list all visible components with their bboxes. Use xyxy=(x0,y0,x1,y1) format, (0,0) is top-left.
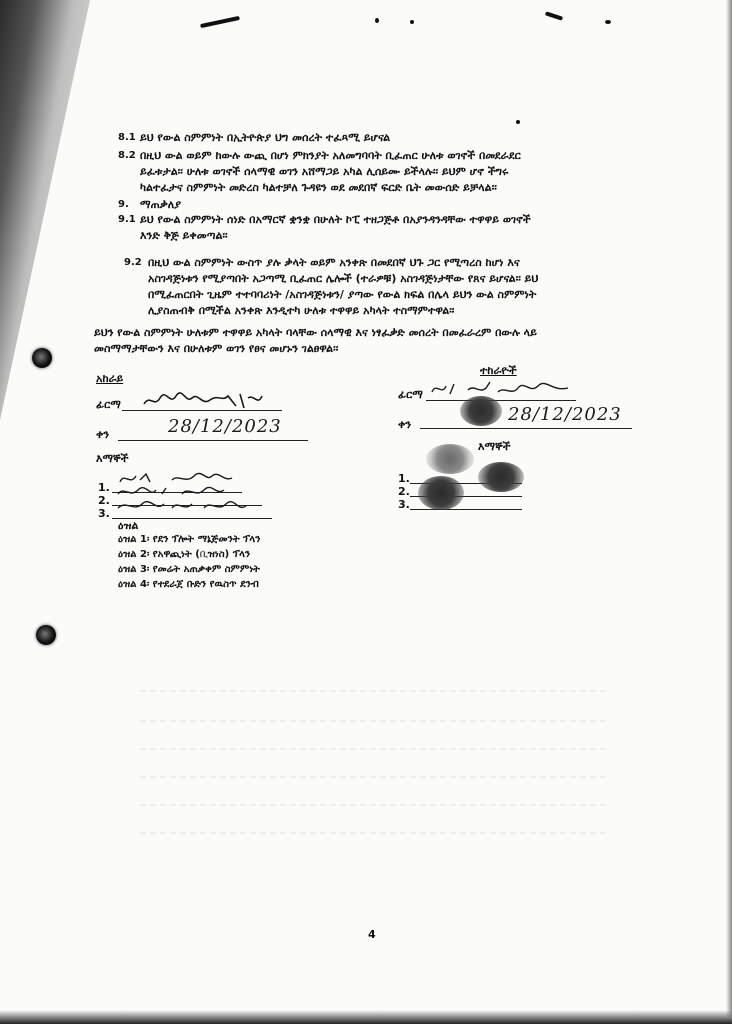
clause-line: በሚፈጠርበት ጊዜም ተተባባሪነት /አስገዳጅነቱን/ ያጣው የውል ክፍል በሌላ ይህን ውል ስምምነት xyxy=(148,288,537,301)
scan-speck xyxy=(545,11,563,20)
clause-line: ይህ የውል ስምምነት ሰነድ በአማርኛ ቋንቋ በሁለት ኮፒ ተዘጋጅቶ በአያንዳንዳቸው ተዋዋይ ወገኖች xyxy=(140,213,531,226)
clause-number: 9.2 xyxy=(124,257,142,268)
lessor-date: 28/12/2023 xyxy=(168,416,282,437)
clause-line: በዚህ ውል ወይም ከውሉ ውጪ በሆነ ምክንያት አለመግባባት ቢፈጠር ሁለቱ ወገኖች በመደራደር xyxy=(140,149,521,162)
scan-shadow-bottom xyxy=(0,1010,732,1024)
section-heading: ማጠቃለያ xyxy=(140,198,181,211)
clause-number: 8.2 xyxy=(118,150,136,161)
page-number: 4 xyxy=(368,928,376,941)
witness-number: 3. xyxy=(398,498,410,511)
clause-number: 9.1 xyxy=(118,214,136,225)
clause-line: አስገዳጅነቱን የሚያጣበት አጋጣሚ ቢፈጠር ሌሎች (ተራዎቹ) አስገዳጅነታቸው የጸና ይሆናል፡፡ ይህ xyxy=(148,272,539,285)
scan-speck xyxy=(516,120,520,124)
bleed-through xyxy=(140,748,610,750)
lessor-signature xyxy=(140,388,265,412)
witnesses-heading: እማኞች xyxy=(478,440,511,453)
bleed-through xyxy=(140,832,610,834)
witness-number: 3. xyxy=(98,507,110,520)
witnesses-heading: እማኞች xyxy=(96,452,129,465)
closing-line: መስማማታቸውን እና በሁለቱም ወገን የፀና መሆኑን ገልፀዋል፡፡ xyxy=(94,342,339,355)
punch-hole-icon xyxy=(36,625,56,645)
clause-number: 8.1 xyxy=(118,132,136,143)
witness-number: 2. xyxy=(98,494,110,507)
fingerprint-stamp xyxy=(460,396,502,426)
fingerprint-stamp xyxy=(426,444,474,474)
witness-signatures xyxy=(112,468,262,520)
witness-number: 1. xyxy=(98,481,110,494)
lessor-heading: አከራይ xyxy=(96,372,124,385)
lessee-signature xyxy=(428,378,573,402)
date-line xyxy=(118,440,308,441)
signature-label: ፊርማ xyxy=(96,398,121,411)
clause-number: 9. xyxy=(118,199,129,210)
clause-line: በዚህ ውል ስምምነት ውስጥ ያሉ ቃላት ወይም አንቀጽ በመደበኛ ህጉ ጋር የሚጣረስ ከሆነ እና xyxy=(148,256,520,269)
punch-hole-icon xyxy=(32,348,52,368)
date-line xyxy=(420,428,632,429)
date-label: ቀን xyxy=(96,428,110,441)
clause-line: ካልተፈታና ስምምነት መድረስ ካልተቻለ ጉዳዩን ወደ መደበኛ ፍርድ ቤት መውሰድ ይቻላል፡፡ xyxy=(140,181,497,194)
bleed-through xyxy=(140,776,610,778)
scan-speck xyxy=(605,20,611,24)
attachment-item: ዕዝል 2፡ የአዋጪነት (ቢዝነስ) ፕላን xyxy=(118,549,251,560)
attachment-item: ዕዝል 4፡ የተደራጀ ቡድን የዉስጥ ደንብ xyxy=(118,579,259,590)
fingerprint-stamp xyxy=(478,462,524,492)
bleed-through xyxy=(140,720,610,722)
lessees-heading: ተከራዮች xyxy=(480,364,517,377)
clause-line: ሊያስጠብቅ በሚችል አንቀጽ እንዲተካ ሁለቱ ተዋዋይ አካላት ተስማምተዋል፡፡ xyxy=(148,304,455,317)
clause-line: ይህ የውል ስምምነት በኢትዮጵያ ህግ መሰረት ተፈጻሚ ይሆናል xyxy=(140,131,391,144)
witness-number: 2. xyxy=(398,485,410,498)
scan-speck xyxy=(200,16,240,28)
fingerprint-stamp xyxy=(418,476,464,510)
closing-line: ይህን የውል ስምምነት ሁለቱም ተዋዋይ አካላት ባላቸው ሰላማዊ እና ነፃፈቃድ መሰረት በመፈራረም በውሉ ላይ xyxy=(94,326,537,339)
bleed-through xyxy=(140,804,610,806)
scan-speck xyxy=(410,20,414,24)
witness-line xyxy=(410,509,522,510)
attachment-item: ዕዝል 1፡ የደን ፕሎት ማኔጅመንት ፕላን xyxy=(118,534,261,545)
signature-label: ፊርማ xyxy=(398,388,423,401)
scan-shadow-right xyxy=(726,0,732,1024)
clause-line: እንድ ቅጅ ይቀመጣል፡፡ xyxy=(140,229,228,242)
date-label: ቀን xyxy=(398,418,412,431)
attachments-heading: ዕዝል xyxy=(118,519,139,532)
witness-number: 1. xyxy=(398,472,410,485)
clause-line: ይፈቱታል፡፡ ሁለቱ ወገኖች ሰላማዊ ወገን አሸማጋይ አካል ሊሰይሙ ይችላሉ፡፡ ይህም ሆኖ ችግሩ xyxy=(140,165,509,178)
attachment-item: ዕዝል 3፡ የመሬት አጠቃቀም ስምምነት xyxy=(118,564,260,575)
scan-speck xyxy=(375,18,379,23)
lessee-date: 28/12/2023 xyxy=(508,404,622,425)
bleed-through xyxy=(140,690,610,692)
